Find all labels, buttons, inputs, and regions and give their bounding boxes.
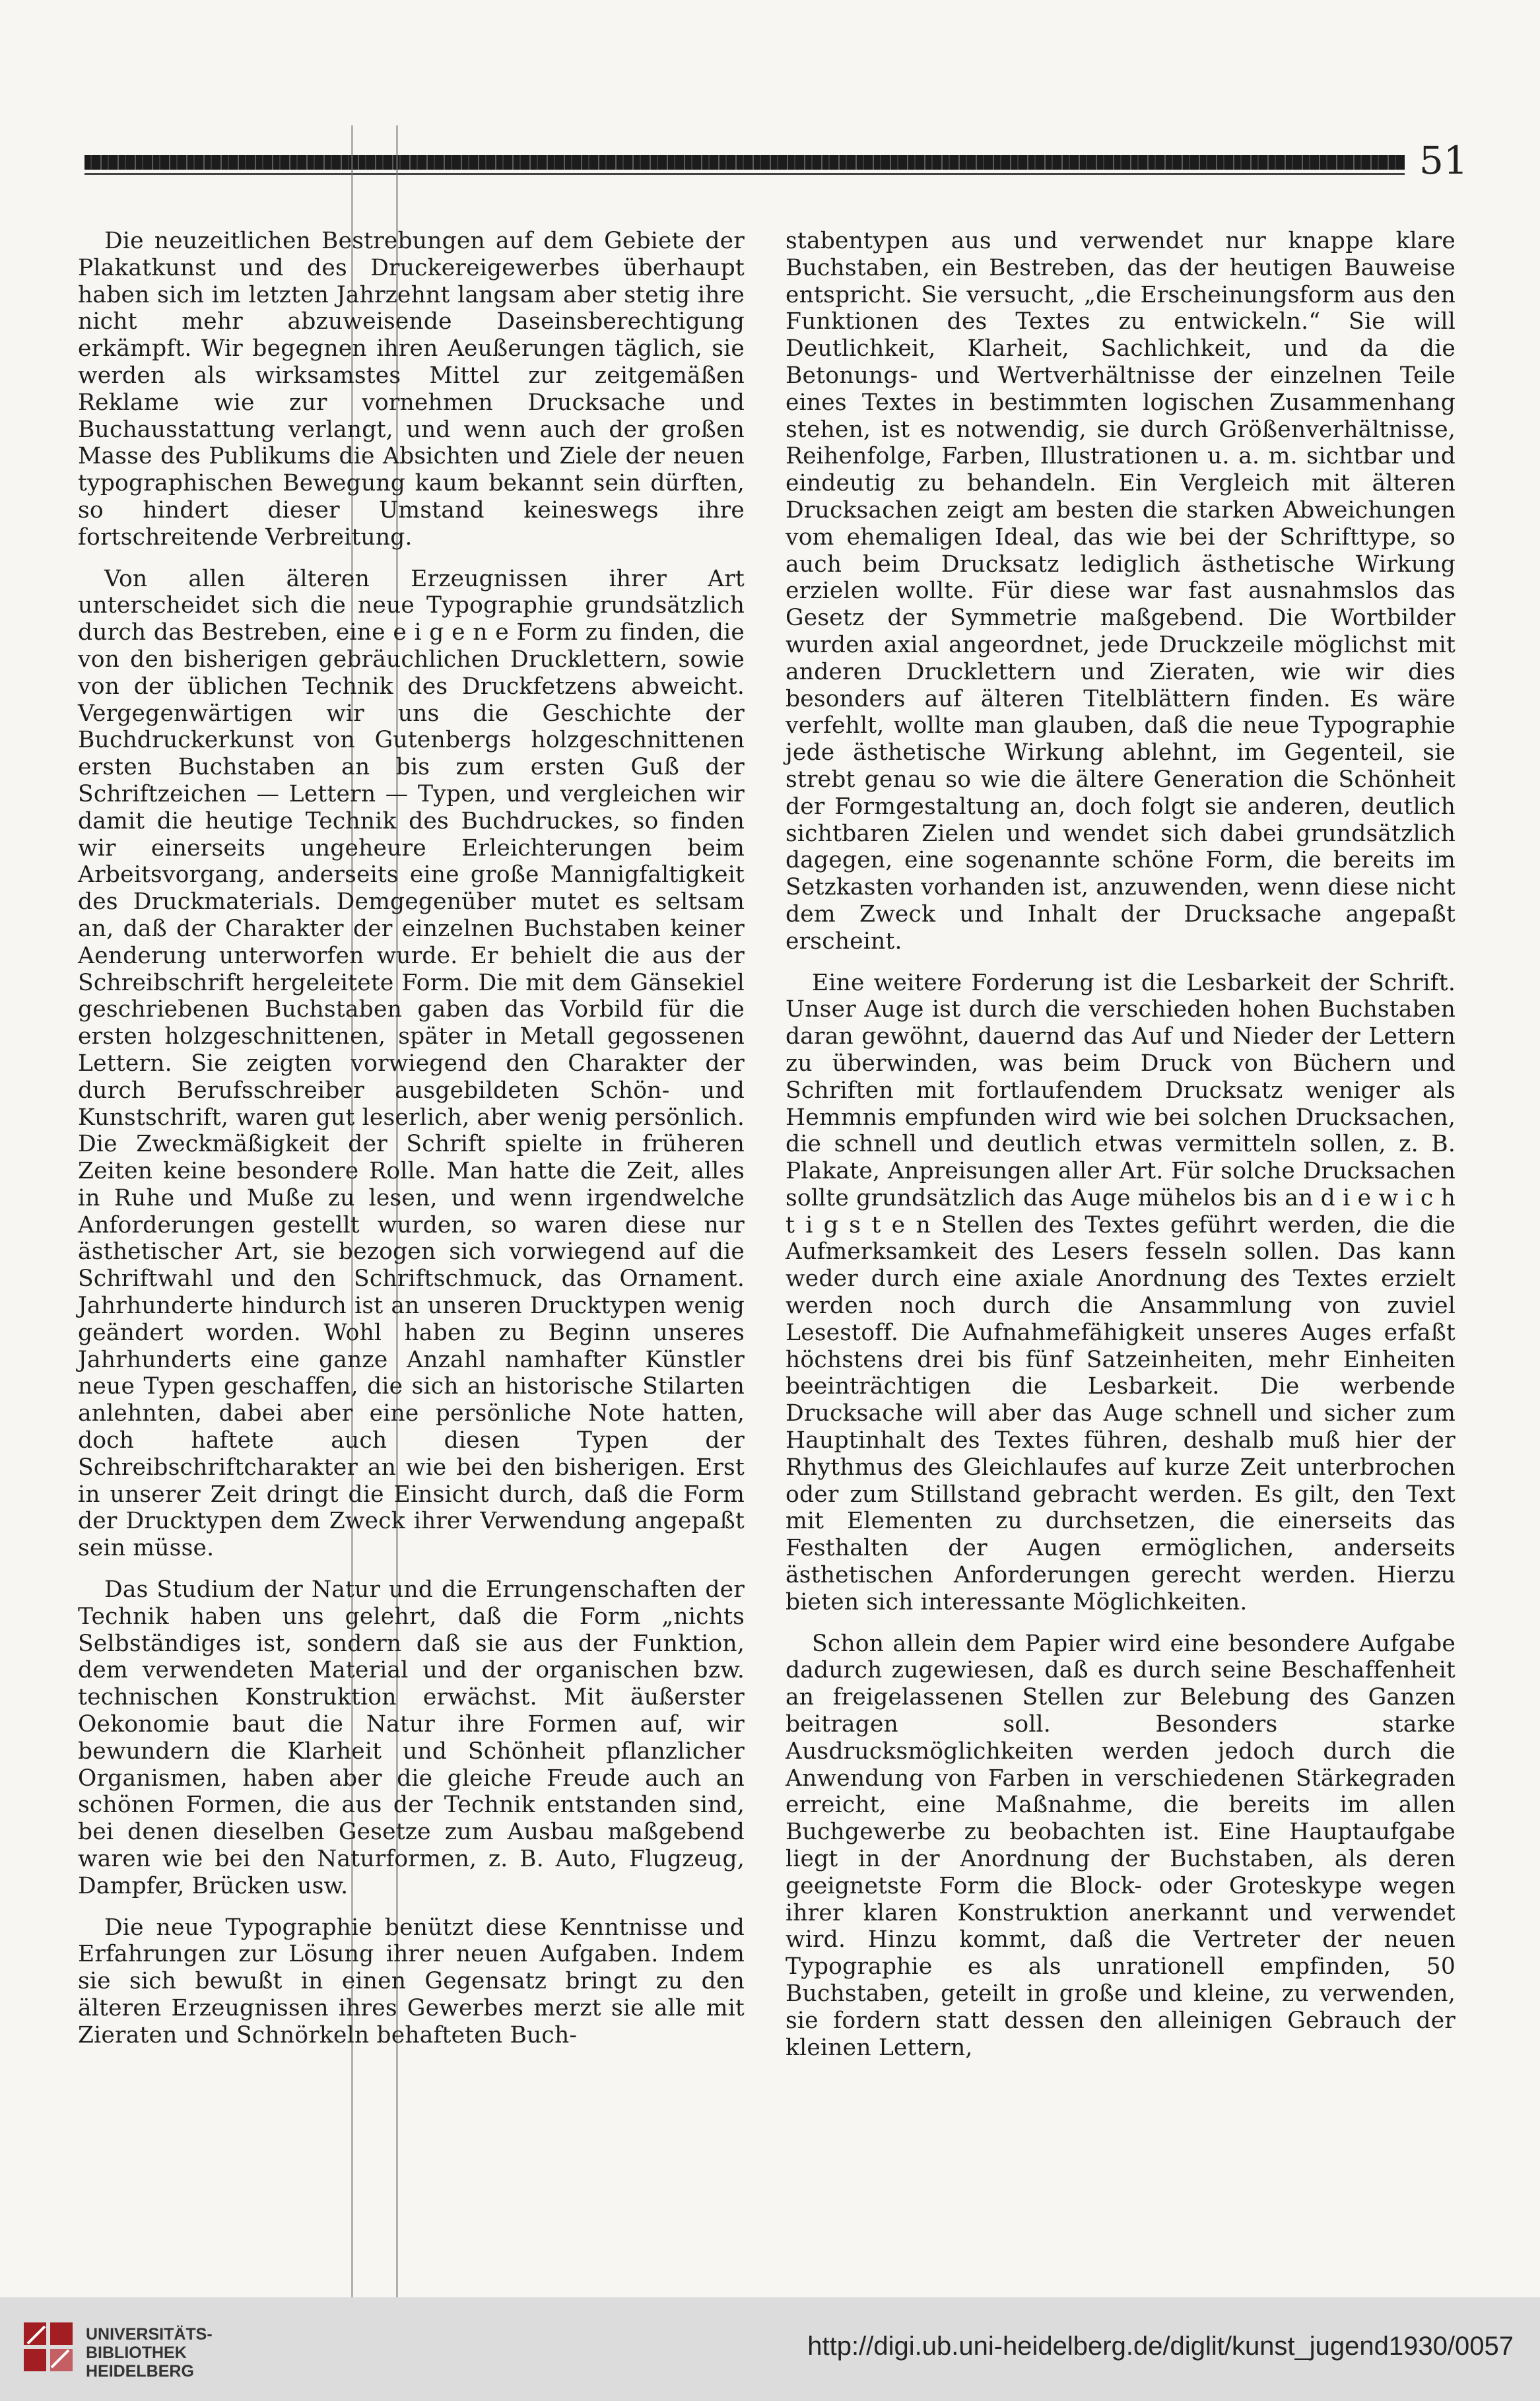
paragraph: Die neuzeitlichen Bestrebungen auf dem Gebiete der Plakatkunst und des Druckereigewerbes überhaupt haben sich im letzten Jahrzehnt langsam aber stetig ihre nicht mehr abzuweisende Daseinsberechtigung erkämpft. Wir begegnen ihren Aeußerungen täglich, sie werden als wirksamstes Mittel zur zeitgemäßen Reklame wie zur vornehmen Drucksache und Buchausstattung verlangt, und wenn auch der großen Masse des Publikums die Absichten und Ziele der neuen typographischen Bewegung kaum bekannt sein dürften, so hindert dieser Umstand keineswegs ihre fortschreitende Verbreitung. [78,228,745,551]
library-name [86,2325,213,2381]
library-name-line: UNIVERSITÄTS- [86,2325,213,2344]
library-name-line: BIBLIOTHEK [86,2344,187,2362]
library-name-line: HEIDELBERG [86,2362,194,2381]
source-url[interactable]: http://digi.ub.uni-heidelberg.de/diglit/kunst_jugend1930/0057 [807,2332,1514,2361]
header-rule [84,155,1405,170]
left-column [78,228,745,2049]
header-rule-thin [84,173,1405,175]
paragraph: Schon allein dem Papier wird eine besondere Aufgabe dadurch zugewiesen, daß es durch seine Beschaffenheit an freigelassenen Stellen zur Belebung des Ganzen beitragen soll. Besonders starke Ausdrucksmöglichkeiten werden jedoch durch die Anwendung von Farben in verschiedenen Stärkegraden erreicht, eine Maßnahme, die bereits im allen Buchgewerbe zu beobachten ist. Eine Hauptaufgabe liegt in der Anordnung der Buchstaben, als deren geeignetste Form die Block- oder Groteskype wegen ihrer klaren Konstruktion anerkannt und verwendet wird. Hinzu kommt, daß die Vertreter der neuen Typographie es als unrationell empfinden, 50 Buchstaben, geteilt in große und kleine, zu verwenden, sie fordern statt dessen den alleinigen Gebrauch der kleinen Lettern, [786,1630,1456,2061]
paragraph: Von allen älteren Erzeugnissen ihrer Art unterscheidet sich die neue Typographie grundsätzlich durch das Bestreben, eine e i g e n e Form zu finden, die von den bisherigen gebräuchlichen Drucklettern, sowie von der üblichen Technik des Druckfetzens abweicht. Vergegenwärtigen wir uns die Geschichte der Buchdruckerkunst von Gutenbergs holzgeschnittenen ersten Buchstaben an bis zum ersten Guß der Schriftzeichen — Lettern — Typen, und vergleichen wir damit die heutige Technik des Buchdruckes, so finden wir einerseits ungeheure Erleichterungen beim Arbeitsvorgang, anderseits eine große Mannigfaltigkeit des Druckmaterials. Demgegenüber mutet es seltsam an, daß der Charakter der einzelnen Buchstaben keiner Aenderung unterworfen wurde. Er behielt die aus der Schreibschrift hergeleitete Form. Die mit dem Gänsekiel geschriebenen Buchstaben gaben das Vorbild für die ersten holzgeschnittenen, später in Metall gegossenen Lettern. Sie zeigten vorwiegend den Charakter der durch Berufsschreiber ausgebildeten Schön- und Kunstschrift, waren gut leserlich, aber wenig persönlich. Die Zweckmäßigkeit der Schrift spielte in früheren Zeiten keine besondere Rolle. Man hatte die Zeit, alles in Ruhe und Muße zu lesen, und wenn irgendwelche Anforderungen gestellt wurden, so waren diese nur ästhetischer Art, sie bezogen sich vorwiegend auf die Schriftwahl und den Schriftschmuck, das Ornament. Jahrhunderte hindurch ist an unseren Drucktypen wenig geändert worden. Wohl haben zu Beginn unseres Jahrhunderts eine ganze Anzahl namhafter Künstler neue Typen geschaffen, die sich an historische Stilarten anlehnten, dabei aber eine persönliche Note hatten, doch haftete auch diesen Typen der Schreibschriftcharakter an wie bei den bisherigen. Erst in unserer Zeit dringt die Einsicht durch, daß die Form der Drucktypen dem Zweck ihrer Verwendung angepaßt sein müsse. [78,565,745,1562]
paragraph: Eine weitere Forderung ist die Lesbarkeit der Schrift. Unser Auge ist durch die verschieden hohen Buchstaben daran gewöhnt, dauernd das Auf und Nieder der Lettern zu überwinden, was beim Druck von Büchern und Schriften mit fortlaufendem Drucksatz weniger als Hemmnis empfunden wird wie bei solchen Drucksachen, die schnell und deutlich etwas vermitteln sollen, z. B. Plakate, Anpreisungen aller Art. Für solche Drucksachen sollte grundsätzlich das Auge mühelos bis an d i e w i c h t i g s t e n Stellen des Textes geführt werden, die die Aufmerksamkeit des Lesers fesseln sollen. Das kann weder durch eine axiale Anordnung des Textes erzielt werden noch durch die Ansammlung von zuviel Lesestoff. Die Aufnahmefähigkeit unseres Auges erfaßt höchstens drei bis fünf Satzeinheiten, mehr Einheiten beeinträchtigen die Lesbarkeit. Die werbende Drucksache will aber das Auge schnell und sicher zum Hauptinhalt des Textes führen, deshalb muß hier der Rhythmus des Gleichlaufes auf kurze Zeit unterbrochen oder zum Stillstand gebracht werden. Es gilt, den Text mit Elementen zu durchsetzen, die einerseits das Festhalten der Augen ermöglichen, anderseits ästhetischen Anforderungen gerecht werden. Hierzu bieten sich interessante Möglichkeiten. [786,969,1456,1615]
right-column [786,228,1456,2061]
paragraph: Das Studium der Natur und die Errungenschaften der Technik haben uns gelehrt, daß die Form „nichts Selbständiges ist, sondern daß sie aus der Funktion, dem verwendeten Material und der organischen bzw. technischen Konstruktion erwächst. Mit äußerster Oekonomie baut die Natur ihre Formen auf, wir bewundern die Klarheit und Schönheit pflanzlicher Organismen, haben aber die gleiche Freude auch an schönen Formen, die aus der Technik entstanden sind, bei denen dieselben Gesetze zum Ausbau maßgebend waren wie bei den Naturformen, z. B. Auto, Flugzeug, Dampfer, Brücken usw. [78,1576,745,1899]
footer-bar [0,2297,1540,2401]
paragraph: Die neue Typographie benützt diese Kenntnisse und Erfahrungen zur Lösung ihrer neuen Aufgaben. Indem sie sich bewußt in einen Gegensatz bringt zu den älteren Erzeugnissen ihres Gewerbes merzt sie alle mit Zieraten und Schnörkeln behafteten Buch- [78,1914,745,2048]
page-number: 51 [1419,138,1468,183]
paragraph: stabentypen aus und verwendet nur knappe klare Buchstaben, ein Bestreben, das der heutigen Bauweise entspricht. Sie versucht, „die Erscheinungsform aus den Funktionen des Textes zu entwickeln.“ Sie will Deutlichkeit, Klarheit, Sachlichkeit, und da die Betonungs- und Wertverhältnisse der einzelnen Teile eines Textes in bestimmten logischen Zusammenhang stehen, ist es notwendig, sie durch Größenverhältnisse, Reihenfolge, Farben, Illustrationen u. a. m. sichtbar und eindeutig zu behandeln. Ein Vergleich mit älteren Drucksachen zeigt am besten die starken Abweichungen vom ehemaligen Ideal, das wie bei der Schrifttype, so auch beim Drucksatz lediglich ästhetische Wirkung erzielen wollte. Für diese war fast ausnahmslos das Gesetz der Symmetrie maßgebend. Die Wortbilder wurden axial angeordnet, jede Druckzeile möglichst mit anderen Drucklettern und Zieraten, wie wir dies besonders auf älteren Titelblättern finden. Es wäre verfehlt, wollte man glauben, daß die neue Typographie jede ästhetische Wirkung ablehnt, im Gegenteil, sie strebt genau so wie die ältere Generation die Schönheit der Formgestaltung an, doch folgt sie anderen, deutlich sichtbaren Zielen und wendet sich dabei grundsätzlich dagegen, eine sogenannte schöne Form, die bereits im Setzkasten vorhanden ist, anzuwenden, wenn diese nicht dem Zweck und Inhalt der Drucksache angepaßt erscheint. [786,228,1456,955]
university-logo-icon [18,2317,78,2377]
